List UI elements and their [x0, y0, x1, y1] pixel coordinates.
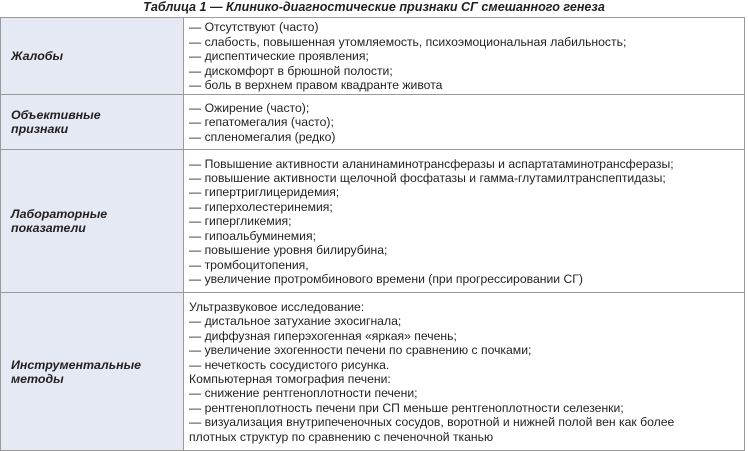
list-item: — тромбоцитопения,	[189, 257, 309, 272]
row-content-cell	[184, 95, 745, 150]
list-item: — увеличение эхогенности печени по сравнению с почками;	[189, 343, 532, 358]
row-label: признаки	[11, 122, 69, 136]
table-row-lab-findings	[1, 150, 745, 293]
row-content-cell	[184, 150, 745, 293]
row-label-cell	[1, 95, 184, 150]
diagnostic-signs-table	[0, 17, 745, 451]
row-content-cell	[184, 293, 745, 451]
list-item: — дискомфорт в брюшной полости;	[189, 63, 393, 78]
table-row-complaints	[1, 18, 745, 95]
row-label: методы	[11, 371, 64, 386]
list-heading: Ультразвуковое исследование:	[189, 299, 365, 314]
list-item: — диффузная гиперэхогенная «яркая» печень;	[189, 328, 457, 343]
list-item: — спленомегалия (редко)	[189, 129, 336, 144]
list-item: — Повышение активности аланинаминотрансферазы и аспартатаминотрансферазы;	[189, 156, 674, 171]
list-item: — гиперхолестеринемия;	[189, 199, 333, 214]
list-item: — гипоальбуминемия;	[189, 228, 316, 243]
row-label: Объективные	[11, 108, 101, 122]
table-row-objective-signs	[1, 95, 745, 150]
list-item: — дистальное затухание эхосигнала;	[189, 314, 402, 329]
row-label: Лабораторные	[11, 207, 108, 221]
row-label-cell	[1, 18, 184, 95]
row-content-cell	[184, 18, 745, 95]
row-label: Инструментальные	[11, 357, 142, 372]
table-row-instrumental-methods	[1, 293, 745, 451]
list-item: — повышение активности щелочной фосфатазы и гамма-глутамилтранспептидазы;	[189, 171, 666, 186]
list-item: — Ожирение (часто);	[189, 100, 310, 115]
list-item: — повышение уровня билирубина;	[189, 243, 388, 258]
list-item: — нечеткость сосудистого рисунка.	[189, 357, 390, 372]
list-item-continuation: плотных структур по сравнению с печеночной тканью	[189, 429, 494, 444]
list-item: — гипертриглицеридемия;	[189, 185, 340, 200]
list-heading: Компьютерная томография печени:	[189, 372, 391, 386]
list-item: — гипергликемия;	[189, 214, 292, 229]
list-item: — Отсутствуют (часто)	[189, 20, 319, 35]
list-item: — слабость, повышенная утомляемость, психоэмоциональная лабильность;	[189, 34, 627, 49]
list-item: — снижение рентгеноплотности печени;	[189, 386, 418, 401]
list-item: — боль в верхнем правом квадранте живота	[189, 78, 443, 93]
table-caption: Таблица 1 — Клинико-диагностические признаки СГ смешанного генеза	[143, 0, 605, 14]
row-label-cell	[1, 293, 184, 451]
list-item: — рентгеноплотность печени при СП меньше рентгеноплотности селезенки;	[189, 400, 624, 415]
list-item: — гепатомегалия (часто);	[189, 115, 334, 130]
row-label-cell	[1, 150, 184, 293]
list-item: — диспептические проявления;	[189, 49, 369, 64]
row-label: Жалобы	[11, 49, 64, 63]
list-item: — увеличение протромбинового времени (при прогрессировании СГ)	[189, 271, 583, 286]
row-label: показатели	[11, 221, 86, 235]
list-item: — визуализация внутрипеченочных сосудов, воротной и нижней полой вен как более	[189, 415, 675, 430]
